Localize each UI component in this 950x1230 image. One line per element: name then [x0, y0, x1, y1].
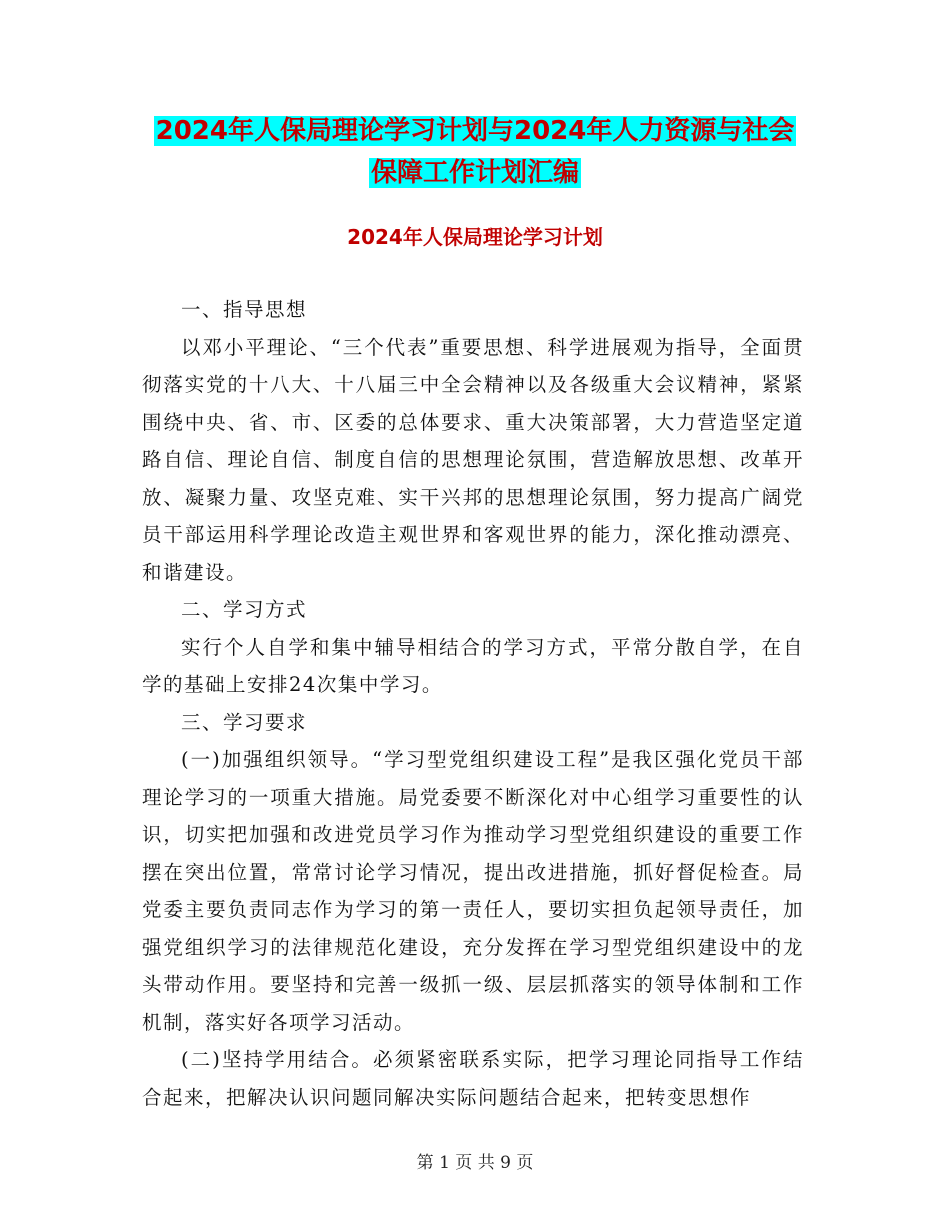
- paragraph-organization-leadership: (一)加强组织领导。“学习型党组织建设工程”是我区强化党员干部理论学习的一项重大措施。局党委要不断深化对中心组学习重要性的认识，切实把加强和改进党员学习作为推动学习型党组织建设的重要工作摆在突出位置，常常讨论学习情况，提出改进措施，抓好督促检查。局党委主要负责同志作为学习的第一责任人，要切实担负起领导责任，加强党组织学习的法律规范化建设，充分发挥在学习型党组织建设中的龙头带动作用。要坚持和完善一级抓一级、层层抓落实的领导体制和工作机制，落实好各项学习活动。: [142, 748, 804, 1034]
- paragraph-study-practice: (二)坚持学用结合。必须紧密联系实际，把学习理论同指导工作结合起来，把解决认识问题同解决实际问题结合起来，把转变思想作: [142, 1048, 804, 1109]
- page-number-footer: 第 1 页 共 9 页: [416, 1153, 534, 1173]
- section-title: 2024年人保局理论学习计划: [347, 225, 603, 249]
- paragraph-guiding-ideology: 以邓小平理论、“三个代表”重要思想、科学进展观为指导，全面贯彻落实党的十八大、十八届三中全会精神以及各级重大会议精神，紧紧围绕中央、省、市、区委的总体要求、重大决策部署，大力营造坚定道路自信、理论自信、制度自信的思想理论氛围，营造解放思想、改革开放、凝聚力量、攻坚克难、实干兴邦的思想理论氛围，努力提高广阔党员干部运用科学理论改造主观世界和客观世界的能力，深化推动漂亮、和谐建设。: [142, 335, 804, 584]
- document-title: [0, 110, 950, 194]
- paragraph-study-method: 实行个人自学和集中辅导相结合的学习方式，平常分散自学，在自学的基础上安排24次集中学习。: [142, 635, 804, 696]
- title-line-1: 2024年人保局理论学习计划与2024年人力资源与社会: [155, 116, 795, 146]
- title-line-2: 保障工作计划汇编: [370, 158, 579, 188]
- heading-study-method: 二、学习方式: [181, 598, 308, 621]
- heading-study-requirements: 三、学习要求: [181, 710, 308, 734]
- heading-guiding-ideology: 一、指导思想: [181, 298, 308, 321]
- document-body: [142, 291, 804, 1116]
